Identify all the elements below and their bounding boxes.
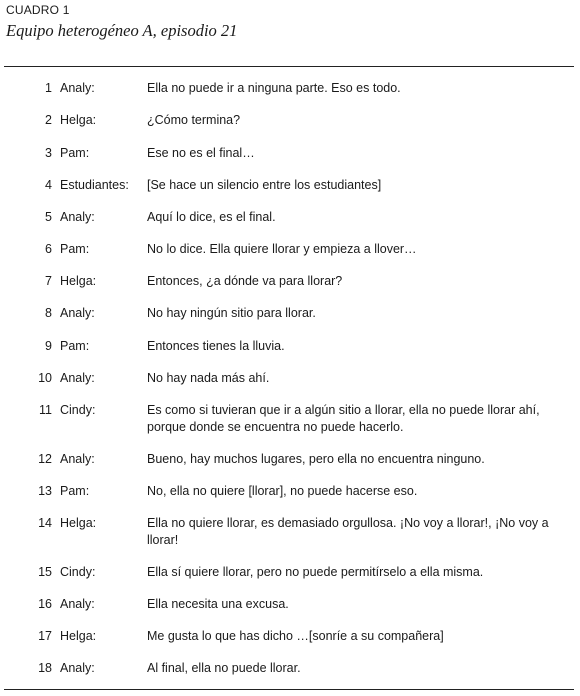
speaker-name: Cindy: [60,403,96,417]
utterance-text: Entonces tienes la lluvia. [147,339,285,353]
table-label: CUADRO 1 [6,3,70,17]
line-number: 15 [38,565,52,579]
line-number: 11 [39,403,52,417]
speaker-name: Helga: [60,516,97,530]
speaker-name: Helga: [60,629,97,643]
speaker-name: Pam: [60,484,90,498]
utterance-text: ¿Cómo termina? [147,113,241,127]
speaker-name: Analy: [60,597,95,611]
utterance-text: Ese no es el final… [147,146,255,160]
speaker-name: Analy: [60,210,95,224]
utterance-text: Me gusta lo que has dicho …[sonríe a su compañera] [147,629,444,643]
utterance-text: Aquí lo dice, es el final. [147,210,276,224]
speaker-name: Cindy: [60,565,96,579]
line-number: 6 [45,242,52,256]
utterance-text: No hay ningún sitio para llorar. [147,306,316,320]
utterance-text: Ella no quiere llorar, es demasiado orgullosa. ¡No voy a llorar!, ¡No voy a llorar! [147,516,549,547]
utterance-text: Ella sí quiere llorar, pero no puede permitírselo a ella misma. [147,565,484,579]
speaker-name: Pam: [60,339,90,353]
utterance-text: No hay nada más ahí. [147,371,270,385]
utterance-text: Es como si tuvieran que ir a algún sitio a llorar, ella no puede llorar ahí, porque donde se encuentra no puede hacerlo. [147,403,540,434]
line-number: 13 [38,484,52,498]
speaker-name: Pam: [60,146,90,160]
speaker-name: Analy: [60,306,95,320]
utterance-text: Entonces, ¿a dónde va para llorar? [147,274,343,288]
speaker-name: Analy: [60,452,95,466]
line-number: 3 [45,146,52,160]
speaker-name: Analy: [60,81,95,95]
line-number: 17 [38,629,52,643]
speaker-name: Analy: [60,371,95,385]
line-number: 16 [38,597,52,611]
line-number: 4 [45,178,52,192]
utterance-text: [Se hace un silencio entre los estudiantes] [147,178,382,192]
table-title: Equipo heterogéneo A, episodio 21 [6,21,238,40]
line-number: 2 [45,113,52,127]
line-number: 14 [38,516,52,530]
line-number: 10 [38,371,52,385]
line-number: 18 [38,661,52,675]
utterance-text: Bueno, hay muchos lugares, pero ella no encuentra ninguno. [147,452,485,466]
utterance-text: Ella no puede ir a ninguna parte. Eso es todo. [147,81,401,95]
line-number: 1 [45,81,52,95]
speaker-name: Analy: [60,661,95,675]
speaker-name: Estudiantes: [60,178,129,192]
line-number: 5 [45,210,52,224]
utterance-text: No lo dice. Ella quiere llorar y empieza a llover… [147,242,417,256]
line-number: 9 [45,339,52,353]
utterance-text: Ella necesita una excusa. [147,597,289,611]
speaker-name: Helga: [60,274,97,288]
utterance-text: No, ella no quiere [llorar], no puede hacerse eso. [147,484,418,498]
bottom-rule [4,689,574,690]
speaker-name: Pam: [60,242,90,256]
utterance-text: Al final, ella no puede llorar. [147,661,301,675]
line-number: 8 [45,306,52,320]
top-rule [4,66,574,67]
line-number: 7 [45,274,52,288]
speaker-name: Helga: [60,113,97,127]
line-number: 12 [38,452,52,466]
